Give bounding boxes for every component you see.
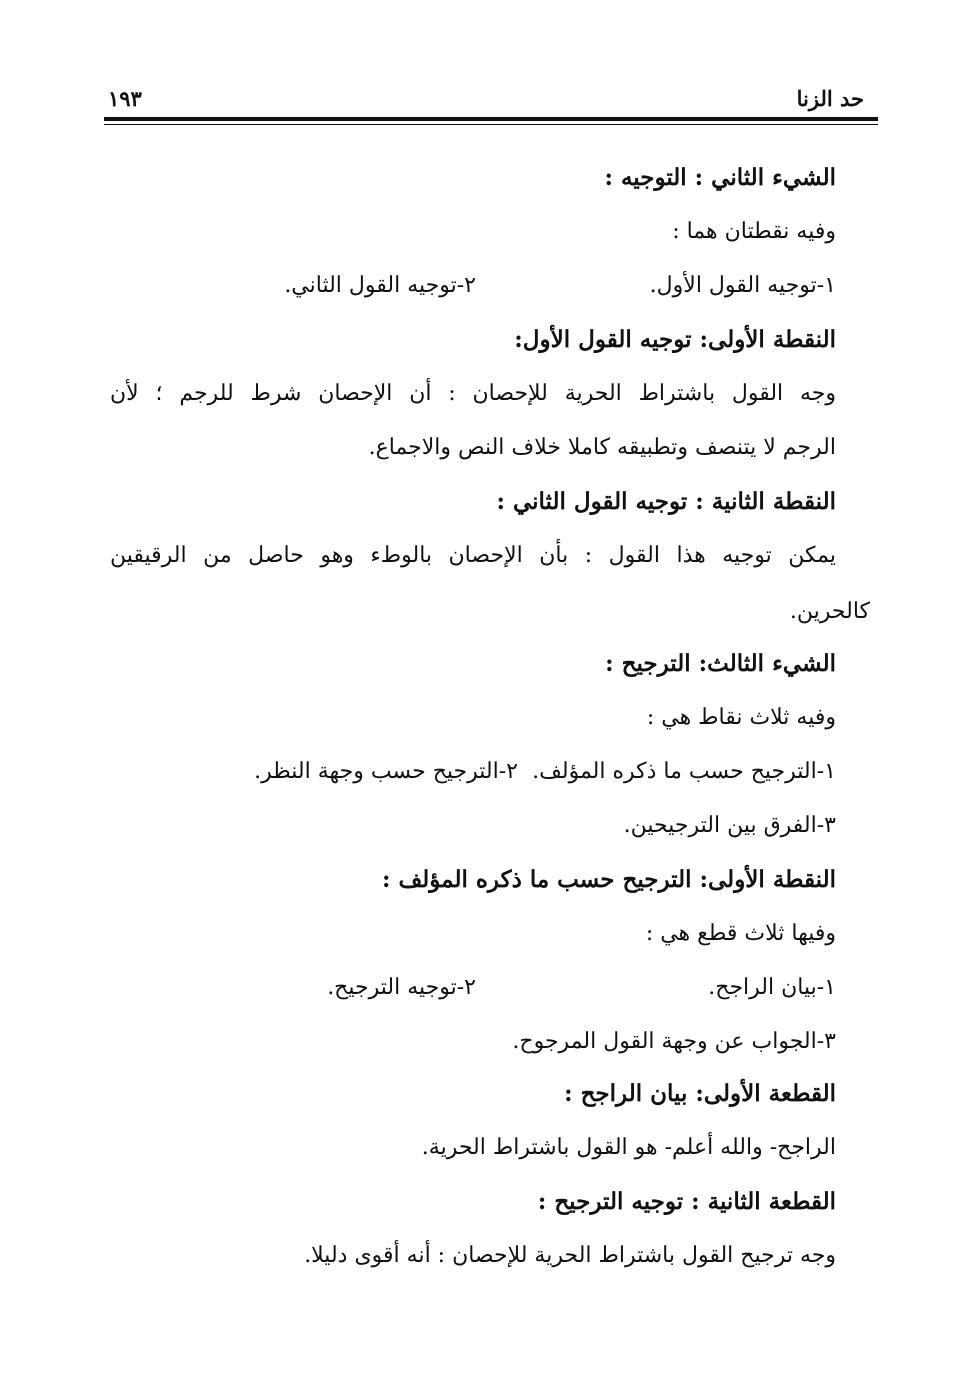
- paragraph-line: كالحرين.: [789, 599, 870, 624]
- subsection-heading: القطعة الأولى: بيان الراجح :: [564, 1080, 836, 1107]
- list-item: ٣-الجواب عن وجهة القول المرجوح.: [512, 1029, 836, 1054]
- header-rule-thin: [104, 124, 878, 125]
- list-item: ٢-توجيه الترجيح.: [327, 975, 476, 1000]
- list-item: ٢-الترجيح حسب وجهة النظر.: [254, 759, 518, 784]
- section-heading: الشيء الثالث: الترجيح :: [605, 650, 836, 677]
- paragraph-line: وجه ترجيح القول باشتراط الحرية للإحصان : أنه أقوى دليلا.: [304, 1243, 836, 1268]
- paragraph-line: الرجم لا يتنصف وتطبيقه كاملا خلاف النص والاجماع.: [368, 435, 836, 460]
- paragraph-line: وجه القول باشتراط الحرية للإحصان : أن الإحصان شرط للرجم ؛ لأن: [110, 381, 836, 406]
- subsection-heading: النقطة الأولى: الترجيح حسب ما ذكره المؤلف :: [381, 866, 836, 893]
- list-item: ١-توجيه القول الأول.: [649, 273, 836, 298]
- running-header-title: حد الزنا: [796, 86, 864, 111]
- list-item: ١-الترجيح حسب ما ذكره المؤلف.: [532, 759, 836, 784]
- subsection-heading: النقطة الأولى: توجيه القول الأول:: [514, 326, 836, 353]
- subsection-heading: القطعة الثانية : توجيه الترجيح :: [537, 1188, 836, 1215]
- paragraph-line: يمكن توجيه هذا القول : بأن الإحصان بالوطء وهو حاصل من الرقيقين: [110, 543, 836, 568]
- section-heading: الشيء الثاني : التوجيه :: [604, 164, 836, 191]
- paragraph-line: وفيه نقطتان هما :: [672, 219, 836, 244]
- list-item: ٢-توجيه القول الثاني.: [284, 273, 476, 298]
- paragraph-line: وفيها ثلاث قطع هي :: [645, 921, 836, 946]
- page-number: ١٩٣: [108, 86, 142, 111]
- list-item: ٣-الفرق بين الترجيحين.: [623, 813, 836, 838]
- paragraph-line: الراجح- والله أعلم- هو القول باشتراط الحرية.: [421, 1135, 836, 1160]
- subsection-heading: النقطة الثانية : توجيه القول الثاني :: [496, 488, 836, 515]
- paragraph-line: وفيه ثلاث نقاط هي :: [646, 705, 836, 730]
- header-rule-thick: [104, 117, 878, 121]
- list-item: ١-بيان الراجح.: [708, 975, 836, 1000]
